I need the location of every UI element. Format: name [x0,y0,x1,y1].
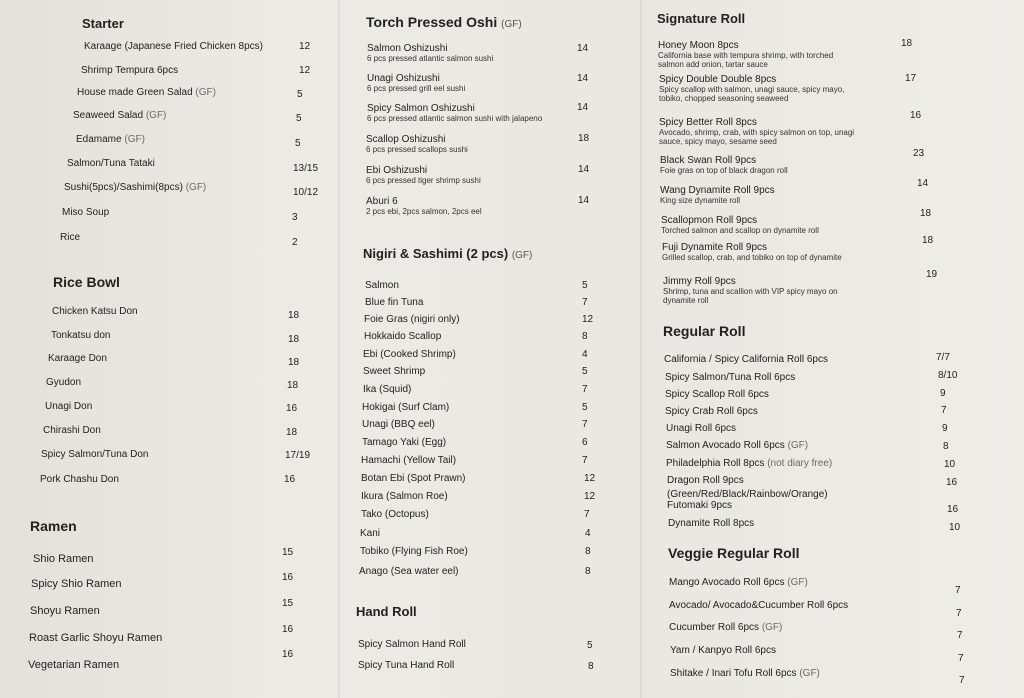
menu-item: Kani [360,528,381,539]
item-name: Roast Garlic Shoyu Ramen [29,632,163,644]
item-price: 5 [297,89,303,100]
item-price: 7 [957,630,963,641]
item-price: 14 [917,178,929,189]
item-price: 18 [920,208,932,219]
menu-item [52,306,138,317]
item-price: 9 [940,388,946,399]
rice-bowl-title: Rice Bowl [53,274,120,290]
item-description: Avocado, shrimp, crab, with spicy salmon on top, unagi [659,128,855,137]
menu-item: Ikura (Salmon Roe) [361,491,448,502]
item-name: Tonkatsu don [51,330,111,341]
item-name: Seaweed Salad [73,110,144,121]
item-name: Shitake / Inari Tofu Roll 6pcs [670,668,797,679]
menu-item: Spicy Salmon Hand Roll [358,639,466,650]
menu-item: Unagi Oshizushi [367,73,440,84]
ramen-title: Ramen [30,518,77,534]
item-name: Chirashi Don [43,425,101,436]
menu-item: Hamachi (Yellow Tail) [361,455,457,466]
menu-item: Ika (Squid) [363,384,412,395]
item-name: Sushi(5pcs)/Sashimi(8pcs) [64,182,183,193]
menu-item [64,182,206,193]
menu-item [84,41,263,52]
menu-item [43,425,101,436]
item-price: 5 [587,640,593,651]
gf-tag: (GF) [799,668,820,679]
menu-item: Fuji Dynamite Roll 9pcs [662,242,768,253]
item-price: 18 [578,133,590,144]
item-name: Shrimp Tempura 6pcs [81,65,179,76]
regular-roll-title: Regular Roll [663,323,746,339]
item-price: 5 [296,113,302,124]
item-name: Mango Avocado Roll 6pcs [669,577,785,588]
item-price: 7 [958,653,964,664]
item-price: 7 [959,675,965,686]
item-description: tobiko, chopped seasoning seaweed [659,94,789,103]
item-price: 7 [955,585,961,596]
menu-item [62,207,109,218]
item-name: Unagi Don [45,401,93,412]
menu-item: Black Swan Roll 9pcs [660,155,757,166]
item-price: 8 [588,661,594,672]
item-price: 7 [582,297,588,308]
item-price: 10 [949,522,961,533]
menu-item [41,449,148,460]
menu-item: Spicy Salmon/Tuna Roll 6pcs [665,372,796,383]
menu-item: Blue fin Tuna [365,297,424,308]
menu-item [33,553,94,565]
menu-item [46,377,81,388]
item-name: Miso Soup [62,207,110,218]
item-price: 12 [584,491,596,502]
item-price: 6 [582,437,588,448]
menu-item: Tobiko (Flying Fish Roe) [360,546,468,557]
item-price: 13/15 [293,163,319,174]
oshi-title [366,14,522,30]
item-price: 14 [578,195,590,206]
menu-item: Yam / Kanpyo Roll 6pcs [670,645,776,656]
item-name: Spicy Shio Ramen [31,578,122,590]
menu-item [81,65,178,76]
item-price: 7 [584,509,590,520]
item-price: 18 [288,310,300,321]
item-name: Philadelphia Roll 8pcs [666,458,765,469]
menu-item: Dragon Roll 9pcs [667,475,744,486]
item-price: 10/12 [293,187,319,198]
menu-item [31,578,122,590]
menu-item [29,632,162,644]
menu-item [670,668,820,679]
item-name: Gyudon [46,377,82,388]
menu-item [669,622,782,633]
item-description: 6 pcs pressed atlantic salmon sushi [367,54,494,63]
item-price: 7 [582,384,588,395]
item-price: 4 [582,349,588,360]
starter-title: Starter [82,16,124,31]
item-price: 17/19 [285,450,311,461]
menu-item [73,110,166,121]
menu-item: Futomaki 9pcs [667,500,733,511]
item-price: 9 [942,423,948,434]
item-price: 8 [582,331,588,342]
menu-item: Jimmy Roll 9pcs [663,276,736,287]
gf-tag: (not diary free) [767,458,833,469]
fold-crease [640,0,642,698]
menu-item [28,659,119,671]
item-price: 16 [910,110,922,121]
menu-item [77,87,216,98]
menu-item [40,474,119,485]
oshi-title-text: Torch Pressed Oshi [366,14,498,30]
menu-item: Hokigai (Surf Clam) [362,402,450,413]
item-price: 17 [905,73,917,84]
menu-item: Tako (Octopus) [361,509,429,520]
item-price: 19 [926,269,938,280]
item-description: 6 pcs pressed tiger shrimp sushi [366,176,481,185]
menu-item [67,158,155,169]
item-description: King size dynamite roll [660,196,741,205]
item-price: 8 [585,566,591,577]
item-price: 14 [577,43,589,54]
item-name: Rice [60,232,81,243]
item-price: 12 [584,473,596,484]
item-name: Vegetarian Ramen [28,659,120,671]
item-name: Salmon/Tuna Tataki [67,158,155,169]
menu-item: Sweet Shrimp [363,366,426,377]
menu-item: Spicy Double Double 8pcs [659,74,777,85]
menu-item: Tamago Yaki (Egg) [362,437,447,448]
item-description: Spicy scallop with salmon, unagi sauce, spicy mayo, [659,85,845,94]
menu-item: California / Spicy California Roll 6pcs [664,354,828,365]
gf-tag: (GF) [511,250,533,261]
veggie-roll-title: Veggie Regular Roll [668,545,800,561]
menu-item: Scallopmon Roll 9pcs [661,215,758,226]
item-name: Pork Chashu Don [40,474,119,485]
item-price: 18 [922,235,934,246]
item-price: 5 [582,366,588,377]
item-description: 2 pcs ebi, 2pcs salmon, 2pcs eel [366,207,482,216]
hand-roll-title: Hand Roll [356,604,417,619]
item-price: 2 [292,237,298,248]
item-price: 7 [941,405,947,416]
item-price: 16 [282,624,294,635]
item-name: Edamame [76,134,122,145]
item-price: 10 [944,459,956,470]
gf-tag: (GF) [195,87,216,98]
menu-item [669,577,808,588]
item-price: 16 [946,477,958,488]
menu-item: Scallop Oshizushi [366,134,446,145]
menu-item: Spicy Tuna Hand Roll [358,660,455,671]
menu-item: Unagi Roll 6pcs [666,423,737,434]
item-price: 8 [943,441,949,452]
menu-item [48,353,107,364]
item-price: 18 [288,334,300,345]
item-name: House made Green Salad [77,87,193,98]
item-description: salmon add onion, tartar sauce [658,60,768,69]
item-name: Karaage (Japanese Fried Chicken 8pcs) [84,41,263,52]
item-name: Shoyu Ramen [30,605,100,617]
item-price: 15 [282,547,294,558]
nigiri-title [363,246,532,261]
gf-tag: (GF) [185,182,207,193]
item-price: 12 [299,41,311,52]
menu-item [30,605,100,617]
menu-item: Honey Moon 8pcs [658,40,739,51]
item-price: 16 [947,504,959,515]
menu-item: Aburi 6 [366,196,398,207]
item-price: 5 [582,280,588,291]
item-price: 16 [286,403,298,414]
item-price: 14 [578,164,590,175]
menu-item [51,330,111,341]
menu-item: Ebi Oshizushi [366,165,428,176]
item-price: 7 [582,419,588,430]
menu-item: Wang Dynamite Roll 9pcs [660,185,775,196]
item-description: dynamite roll [663,296,709,305]
item-price: 8/10 [938,370,958,381]
item-description: sauce, spicy mayo, sesame seed [659,137,777,146]
gf-tag: (GF) [761,622,783,633]
item-price: 18 [286,427,298,438]
item-price: 14 [577,102,589,113]
signature-title: Signature Roll [657,11,746,26]
menu-item: Unagi (BBQ eel) [362,419,435,430]
menu-item: Dynamite Roll 8pcs [668,518,755,529]
item-price: 7 [582,455,588,466]
item-name: Shio Ramen [33,553,94,565]
item-price: 12 [582,314,594,325]
item-price: 16 [282,649,294,660]
gf-tag: (GF) [787,577,808,588]
menu-item [76,134,145,145]
item-description: Grilled scallop, crab, and tobiko on top of dynamite [662,253,842,262]
menu-item: Avocado/ Avocado&Cucumber Roll 6pcs [669,600,849,611]
item-price: 7 [956,608,962,619]
item-name: Chicken Katsu Don [52,306,138,317]
menu-item [45,401,92,412]
item-price: 5 [295,138,301,149]
menu-item: Salmon [365,280,399,291]
gf-tag: (GF) [787,440,809,451]
item-description: California base with tempura shrimp, with torched [658,51,834,60]
item-price: 7/7 [936,352,950,363]
item-description: Torched salmon and scallop on dynamite roll [661,226,819,235]
item-price: 14 [577,73,589,84]
item-name: Spicy Salmon/Tuna Don [41,449,149,460]
item-price: 4 [585,528,591,539]
menu-item: Anago (Sea water eel) [359,566,459,577]
menu-item: Salmon Oshizushi [367,43,448,54]
item-price: 18 [288,357,300,368]
menu-item: Botan Ebi (Spot Prawn) [361,473,466,484]
gf-tag: (GF) [501,19,522,30]
menu-item [666,458,832,469]
item-price: 23 [913,148,925,159]
item-description: 6 pcs pressed grill eel sushi [367,84,466,93]
item-price: 8 [585,546,591,557]
item-price: 16 [284,474,296,485]
menu-item: Foie Gras (nigiri only) [364,314,460,325]
item-name: Salmon Avocado Roll 6pcs [666,440,785,451]
item-price: 5 [582,402,588,413]
fold-crease [338,0,340,698]
menu-item: Ebi (Cooked Shrimp) [363,349,456,360]
item-price: 12 [299,65,311,76]
menu-item [666,440,808,451]
menu-item: Spicy Scallop Roll 6pcs [665,389,769,400]
gf-tag: (GF) [145,110,167,121]
item-description: (Green/Red/Black/Rainbow/Orange) [667,489,828,500]
item-name: Karaage Don [48,353,107,364]
item-price: 3 [292,212,298,223]
item-description: Shrimp, tuna and scallion with VIP spicy mayo on [663,287,838,296]
item-description: Foie gras on top of black dragon roll [660,166,788,175]
menu-item: Spicy Better Roll 8pcs [659,117,757,128]
item-name: Cucumber Roll 6pcs [669,622,760,633]
item-price: 18 [287,380,299,391]
item-description: 6 pcs pressed atlantic salmon sushi with jalapeno [367,114,543,123]
menu-item [60,232,80,243]
item-description: 6 pcs pressed scallops sushi [366,145,468,154]
menu-item: Spicy Crab Roll 6pcs [665,406,758,417]
nigiri-title-text: Nigiri & Sashimi (2 pcs) [363,246,509,261]
menu-item: Spicy Salmon Oshizushi [367,103,475,114]
item-price: 16 [282,572,294,583]
gf-tag: (GF) [124,134,145,145]
item-price: 18 [901,38,913,49]
item-price: 15 [282,598,294,609]
menu-item: Hokkaido Scallop [364,331,442,342]
